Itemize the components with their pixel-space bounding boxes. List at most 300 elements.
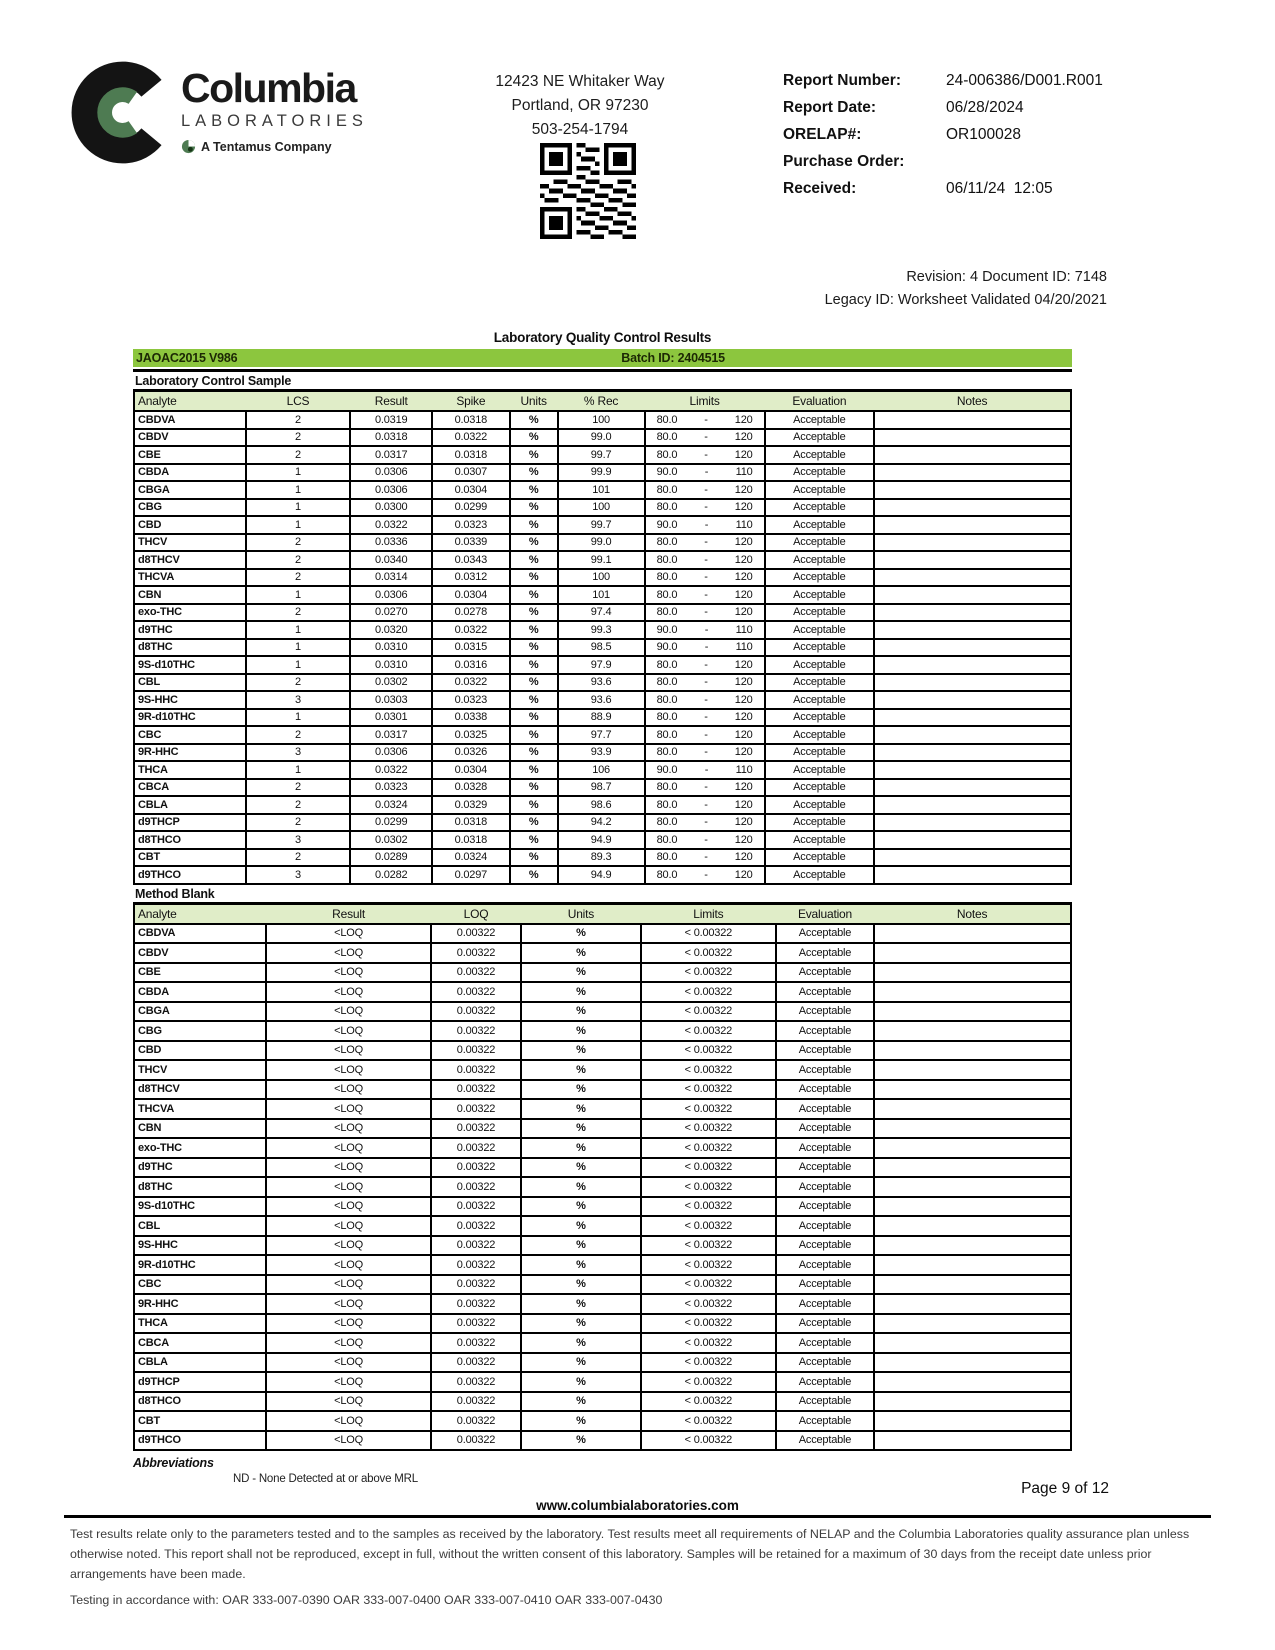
- report-field: [783, 126, 1103, 144]
- limits-cell: [645, 516, 765, 534]
- limits-range: [649, 589, 761, 601]
- limit-high: 120: [734, 798, 753, 811]
- evaluation-cell: Acceptable: [765, 831, 875, 849]
- lcs-cell: 1: [246, 709, 351, 727]
- mb-row: [134, 1255, 1071, 1275]
- evaluation-cell: Acceptable: [765, 429, 875, 447]
- limit-high: 120: [734, 431, 753, 444]
- units-cell: %: [510, 761, 558, 779]
- loq-cell: 0.00322: [431, 1353, 521, 1373]
- limits-range: [649, 554, 761, 566]
- evaluation-cell: Acceptable: [776, 1216, 874, 1236]
- evaluation-cell: Acceptable: [776, 924, 874, 944]
- result-cell: 0.0300: [350, 499, 432, 517]
- lcs-row: [134, 464, 1071, 482]
- analyte-cell: CBN: [134, 1119, 266, 1139]
- evaluation-cell: Acceptable: [765, 464, 875, 482]
- result-cell: <LOQ: [266, 1099, 431, 1119]
- analyte-cell: THCV: [134, 1060, 266, 1080]
- limits-cell: < 0.00322: [641, 1372, 776, 1392]
- analyte-cell: CBDVA: [134, 411, 246, 429]
- units-cell: %: [521, 1431, 641, 1451]
- limit-low: 80.0: [656, 588, 678, 601]
- limits-range: [649, 816, 761, 828]
- report-field-label: Report Number:: [783, 72, 901, 89]
- limits-range: [649, 519, 761, 531]
- mb-row: [134, 1119, 1071, 1139]
- units-cell: %: [510, 866, 558, 884]
- lcs-cell: 2: [246, 446, 351, 464]
- limits-cell: [645, 446, 765, 464]
- limit-low: 80.0: [656, 431, 678, 444]
- units-cell: %: [510, 621, 558, 639]
- evaluation-cell: Acceptable: [765, 691, 875, 709]
- method-name: JAOAC2015 V986: [136, 351, 238, 365]
- evaluation-cell: Acceptable: [765, 534, 875, 552]
- units-cell: %: [510, 464, 558, 482]
- spike-cell: 0.0329: [432, 796, 510, 814]
- notes-cell: [874, 814, 1071, 832]
- notes-cell: [874, 726, 1071, 744]
- notes-cell: [874, 569, 1071, 587]
- col-rec: % Rec: [558, 391, 645, 411]
- limit-high: 120: [734, 711, 753, 724]
- limits-cell: < 0.00322: [641, 1294, 776, 1314]
- spike-cell: 0.0343: [432, 551, 510, 569]
- mb-row: [134, 924, 1071, 944]
- limits-cell: [645, 709, 765, 727]
- evaluation-cell: Acceptable: [776, 1275, 874, 1295]
- result-cell: <LOQ: [266, 1119, 431, 1139]
- loq-cell: 0.00322: [431, 1392, 521, 1412]
- units-cell: %: [510, 831, 558, 849]
- evaluation-cell: Acceptable: [765, 814, 875, 832]
- limit-high: 110: [735, 763, 753, 776]
- limits-cell: [645, 534, 765, 552]
- limit-high: 120: [734, 501, 753, 514]
- limit-high: 110: [735, 623, 753, 636]
- evaluation-cell: Acceptable: [776, 1021, 874, 1041]
- notes-cell: [874, 924, 1071, 944]
- col-result: Result: [266, 904, 431, 924]
- result-cell: <LOQ: [266, 1060, 431, 1080]
- limit-high: 110: [735, 641, 753, 654]
- notes-cell: [874, 674, 1071, 692]
- limit-low: 80.0: [656, 728, 678, 741]
- rec-cell: 101: [558, 481, 645, 499]
- units-cell: %: [510, 516, 558, 534]
- mb-row: [134, 1177, 1071, 1197]
- units-cell: %: [510, 604, 558, 622]
- evaluation-cell: Acceptable: [776, 1255, 874, 1275]
- lcs-cell: 1: [246, 639, 351, 657]
- evaluation-cell: Acceptable: [776, 1099, 874, 1119]
- mb-row: [134, 1138, 1071, 1158]
- analyte-cell: CBGA: [134, 481, 246, 499]
- units-cell: %: [521, 1411, 641, 1431]
- limit-separator: -: [704, 746, 708, 759]
- limit-high: 120: [734, 833, 753, 846]
- limit-low: 80.0: [656, 851, 678, 864]
- mb-row: [134, 963, 1071, 983]
- analyte-cell: d8THCO: [134, 831, 246, 849]
- analyte-cell: CBLA: [134, 1353, 266, 1373]
- address-line2: Portland, OR 97230: [511, 97, 649, 115]
- evaluation-cell: Acceptable: [776, 982, 874, 1002]
- units-cell: %: [510, 796, 558, 814]
- notes-cell: [874, 1372, 1071, 1392]
- analyte-cell: exo-THC: [134, 604, 246, 622]
- notes-cell: [874, 1411, 1071, 1431]
- units-cell: %: [521, 1294, 641, 1314]
- evaluation-cell: Acceptable: [765, 604, 875, 622]
- notes-cell: [874, 744, 1071, 762]
- qc-results-section: [133, 330, 1072, 1485]
- analyte-cell: CBE: [134, 446, 246, 464]
- result-cell: <LOQ: [266, 1314, 431, 1334]
- limits-range: [649, 484, 761, 496]
- limit-low: 80.0: [656, 781, 678, 794]
- loq-cell: 0.00322: [431, 1002, 521, 1022]
- units-cell: %: [521, 1236, 641, 1256]
- analyte-cell: CBG: [134, 1021, 266, 1041]
- units-cell: %: [521, 1177, 641, 1197]
- mb-row: [134, 1158, 1071, 1178]
- analyte-cell: THCA: [134, 1314, 266, 1334]
- analyte-cell: d9THC: [134, 621, 246, 639]
- limits-cell: < 0.00322: [641, 943, 776, 963]
- limit-high: 120: [734, 588, 753, 601]
- mb-row: [134, 1002, 1071, 1022]
- evaluation-cell: Acceptable: [765, 761, 875, 779]
- limit-high: 120: [734, 851, 753, 864]
- batch-id: Batch ID: 2404515: [621, 351, 725, 365]
- analyte-cell: CBC: [134, 726, 246, 744]
- result-cell: 0.0336: [350, 534, 432, 552]
- result-cell: <LOQ: [266, 1138, 431, 1158]
- evaluation-cell: Acceptable: [765, 779, 875, 797]
- limit-low: 80.0: [656, 798, 678, 811]
- notes-cell: [874, 1216, 1071, 1236]
- result-cell: 0.0306: [350, 586, 432, 604]
- analyte-cell: d8THC: [134, 1177, 266, 1197]
- spike-cell: 0.0318: [432, 831, 510, 849]
- mb-row: [134, 1333, 1071, 1353]
- spike-cell: 0.0339: [432, 534, 510, 552]
- evaluation-cell: Acceptable: [776, 1177, 874, 1197]
- notes-cell: [874, 516, 1071, 534]
- website-link[interactable]: www.columbialaboratories.com: [536, 1498, 739, 1513]
- evaluation-cell: Acceptable: [776, 1041, 874, 1061]
- limits-cell: < 0.00322: [641, 982, 776, 1002]
- loq-cell: 0.00322: [431, 1294, 521, 1314]
- rec-cell: 101: [558, 586, 645, 604]
- evaluation-cell: Acceptable: [776, 1431, 874, 1451]
- evaluation-cell: Acceptable: [776, 1411, 874, 1431]
- analyte-cell: CBN: [134, 586, 246, 604]
- mb-row: [134, 1275, 1071, 1295]
- lcs-row: [134, 569, 1071, 587]
- units-cell: %: [521, 1138, 641, 1158]
- notes-cell: [874, 464, 1071, 482]
- page-footer: [0, 1498, 1275, 1607]
- limit-separator: -: [704, 693, 708, 706]
- units-cell: %: [521, 982, 641, 1002]
- units-cell: %: [521, 1372, 641, 1392]
- legacy-id-line: Legacy ID: Worksheet Validated 04/20/2021: [824, 292, 1107, 309]
- analyte-cell: 9R-d10THC: [134, 1255, 266, 1275]
- analyte-cell: CBE: [134, 963, 266, 983]
- mb-row: [134, 1099, 1071, 1119]
- lcs-section-label: Laboratory Control Sample: [133, 372, 1072, 390]
- mb-header-row: [134, 904, 1071, 924]
- limits-cell: < 0.00322: [641, 1138, 776, 1158]
- report-field-label: Received:: [783, 180, 857, 197]
- units-cell: %: [510, 779, 558, 797]
- limit-high: 120: [734, 553, 753, 566]
- lcs-cell: 2: [246, 604, 351, 622]
- evaluation-cell: Acceptable: [776, 1353, 874, 1373]
- col-notes: Notes: [874, 391, 1071, 411]
- limit-separator: -: [704, 571, 708, 584]
- col-analyte: Analyte: [134, 904, 266, 924]
- units-cell: %: [521, 1060, 641, 1080]
- limit-low: 80.0: [656, 483, 678, 496]
- loq-cell: 0.00322: [431, 1041, 521, 1061]
- result-cell: 0.0323: [350, 779, 432, 797]
- limit-separator: -: [704, 658, 708, 671]
- report-field-value: 06/11/24 12:05: [946, 180, 1053, 197]
- lcs-table: [133, 390, 1072, 885]
- address-phone: 503-254-1794: [531, 121, 629, 139]
- rec-cell: 93.6: [558, 691, 645, 709]
- result-cell: <LOQ: [266, 1177, 431, 1197]
- limit-low: 80.0: [656, 413, 678, 426]
- result-cell: 0.0319: [350, 411, 432, 429]
- abbreviations-title: Abbreviations: [133, 1456, 214, 1470]
- limits-cell: < 0.00322: [641, 1099, 776, 1119]
- limit-separator: -: [704, 623, 709, 636]
- limit-separator: -: [704, 553, 708, 566]
- spike-cell: 0.0323: [432, 691, 510, 709]
- result-cell: <LOQ: [266, 1255, 431, 1275]
- limit-low: 90.0: [656, 466, 678, 479]
- units-cell: %: [510, 814, 558, 832]
- notes-cell: [874, 1060, 1071, 1080]
- rec-cell: 106: [558, 761, 645, 779]
- limit-high: 120: [734, 448, 753, 461]
- mb-row: [134, 1372, 1071, 1392]
- units-cell: %: [510, 534, 558, 552]
- lcs-row: [134, 761, 1071, 779]
- limits-cell: [645, 411, 765, 429]
- report-field-label: ORELAP#:: [783, 126, 862, 143]
- evaluation-cell: Acceptable: [776, 943, 874, 963]
- notes-cell: [874, 1333, 1071, 1353]
- limits-range: [649, 676, 761, 688]
- lcs-cell: 2: [246, 796, 351, 814]
- lcs-cell: 2: [246, 569, 351, 587]
- units-cell: %: [521, 1119, 641, 1139]
- limit-low: 80.0: [656, 606, 678, 619]
- limits-cell: [645, 814, 765, 832]
- spike-cell: 0.0304: [432, 481, 510, 499]
- col-result: Result: [350, 391, 432, 411]
- evaluation-cell: Acceptable: [765, 796, 875, 814]
- analyte-cell: 9R-HHC: [134, 744, 246, 762]
- analyte-cell: CBC: [134, 1275, 266, 1295]
- units-cell: %: [510, 446, 558, 464]
- rec-cell: 100: [558, 569, 645, 587]
- loq-cell: 0.00322: [431, 1411, 521, 1431]
- rec-cell: 99.7: [558, 446, 645, 464]
- limits-cell: < 0.00322: [641, 963, 776, 983]
- analyte-cell: 9S-d10THC: [134, 656, 246, 674]
- units-cell: %: [521, 1255, 641, 1275]
- evaluation-cell: Acceptable: [765, 499, 875, 517]
- limit-low: 80.0: [656, 501, 678, 514]
- rec-cell: 99.9: [558, 464, 645, 482]
- spike-cell: 0.0312: [432, 569, 510, 587]
- result-cell: 0.0310: [350, 656, 432, 674]
- lcs-cell: 3: [246, 744, 351, 762]
- limit-separator: -: [704, 851, 708, 864]
- rec-cell: 99.0: [558, 534, 645, 552]
- loq-cell: 0.00322: [431, 1158, 521, 1178]
- evaluation-cell: Acceptable: [776, 1236, 874, 1256]
- limit-high: 120: [734, 413, 753, 426]
- notes-cell: [874, 1431, 1071, 1451]
- rec-cell: 97.4: [558, 604, 645, 622]
- limits-cell: < 0.00322: [641, 1060, 776, 1080]
- revision-line: Revision: 4 Document ID: 7148: [906, 269, 1107, 285]
- analyte-cell: d8THCV: [134, 1080, 266, 1100]
- limits-cell: [645, 761, 765, 779]
- analyte-cell: THCVA: [134, 569, 246, 587]
- rec-cell: 98.5: [558, 639, 645, 657]
- lcs-row: [134, 516, 1071, 534]
- notes-cell: [874, 639, 1071, 657]
- analyte-cell: d9THC: [134, 1158, 266, 1178]
- notes-cell: [874, 709, 1071, 727]
- spike-cell: 0.0324: [432, 849, 510, 867]
- limit-separator: -: [704, 501, 708, 514]
- loq-cell: 0.00322: [431, 963, 521, 983]
- lcs-row: [134, 674, 1071, 692]
- notes-cell: [874, 446, 1071, 464]
- limits-cell: [645, 586, 765, 604]
- result-cell: 0.0302: [350, 674, 432, 692]
- loq-cell: 0.00322: [431, 1060, 521, 1080]
- notes-cell: [874, 1080, 1071, 1100]
- analyte-cell: CBDA: [134, 982, 266, 1002]
- limits-range: [649, 536, 761, 548]
- limit-high: 110: [735, 518, 753, 531]
- limit-low: 90.0: [656, 623, 678, 636]
- result-cell: 0.0310: [350, 639, 432, 657]
- lcs-row: [134, 656, 1071, 674]
- notes-cell: [874, 1353, 1071, 1373]
- limits-range: [649, 729, 761, 741]
- limits-cell: < 0.00322: [641, 1333, 776, 1353]
- units-cell: %: [510, 674, 558, 692]
- limits-cell: < 0.00322: [641, 1021, 776, 1041]
- limits-cell: < 0.00322: [641, 1411, 776, 1431]
- notes-cell: [874, 1275, 1071, 1295]
- limit-low: 80.0: [656, 711, 678, 724]
- lcs-cell: 2: [246, 726, 351, 744]
- loq-cell: 0.00322: [431, 1372, 521, 1392]
- units-cell: %: [521, 1216, 641, 1236]
- units-cell: %: [521, 1158, 641, 1178]
- limit-separator: -: [704, 588, 708, 601]
- lcs-row: [134, 621, 1071, 639]
- lcs-cell: 2: [246, 534, 351, 552]
- col-limits: Limits: [641, 904, 776, 924]
- spike-cell: 0.0299: [432, 499, 510, 517]
- evaluation-cell: Acceptable: [776, 1372, 874, 1392]
- lcs-cell: 1: [246, 481, 351, 499]
- batch-header-bar: [133, 349, 1072, 369]
- limit-separator: -: [704, 483, 708, 496]
- evaluation-cell: Acceptable: [765, 481, 875, 499]
- result-cell: <LOQ: [266, 1431, 431, 1451]
- loq-cell: 0.00322: [431, 1099, 521, 1119]
- lcs-row: [134, 849, 1071, 867]
- units-cell: %: [521, 943, 641, 963]
- spike-cell: 0.0338: [432, 709, 510, 727]
- loq-cell: 0.00322: [431, 924, 521, 944]
- limit-high: 120: [734, 693, 753, 706]
- evaluation-cell: Acceptable: [765, 744, 875, 762]
- units-cell: %: [521, 1041, 641, 1061]
- limit-low: 80.0: [656, 746, 678, 759]
- evaluation-cell: Acceptable: [776, 1314, 874, 1334]
- analyte-cell: exo-THC: [134, 1138, 266, 1158]
- limits-range: [649, 466, 761, 478]
- evaluation-cell: Acceptable: [776, 1060, 874, 1080]
- limits-range: [649, 711, 761, 723]
- rec-cell: 94.9: [558, 831, 645, 849]
- revision-block: [825, 266, 1107, 312]
- notes-cell: [874, 481, 1071, 499]
- limits-cell: < 0.00322: [641, 1236, 776, 1256]
- limits-range: [649, 449, 761, 461]
- evaluation-cell: Acceptable: [765, 551, 875, 569]
- limit-low: 80.0: [656, 536, 678, 549]
- testing-accordance-text: Testing in accordance with: OAR 333-007-0390 OAR 333-007-0400 OAR 333-007-0410 OAR 333-007-0430: [70, 1593, 663, 1608]
- result-cell: <LOQ: [266, 982, 431, 1002]
- limit-separator: -: [704, 676, 708, 689]
- limits-cell: < 0.00322: [641, 1392, 776, 1412]
- limits-cell: < 0.00322: [641, 1255, 776, 1275]
- tagline-text: A Tentamus Company: [201, 139, 332, 154]
- limits-range: [649, 641, 761, 653]
- brand-subtitle: LABORATORIES: [181, 112, 368, 130]
- lcs-cell: 1: [246, 656, 351, 674]
- result-cell: 0.0282: [350, 866, 432, 884]
- spike-cell: 0.0318: [432, 411, 510, 429]
- limit-high: 120: [734, 571, 753, 584]
- result-cell: <LOQ: [266, 1353, 431, 1373]
- mb-row: [134, 1236, 1071, 1256]
- evaluation-cell: Acceptable: [776, 1197, 874, 1217]
- notes-cell: [874, 866, 1071, 884]
- analyte-cell: CBL: [134, 674, 246, 692]
- lcs-cell: 2: [246, 849, 351, 867]
- rec-cell: 98.6: [558, 796, 645, 814]
- result-cell: <LOQ: [266, 1236, 431, 1256]
